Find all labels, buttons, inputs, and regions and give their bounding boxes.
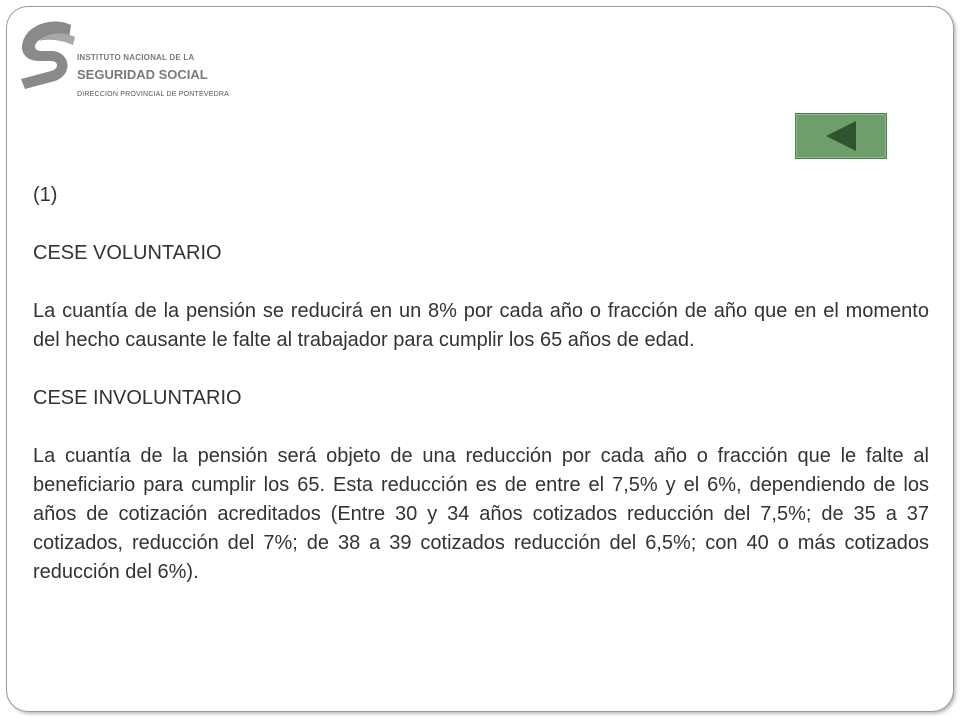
paragraph-cese-involuntario: La cuantía de la pensión será objeto de una reducción por cada año o fracción que le falte al beneficiario para cumplir los 65. Esta reducción es de entre el 7,5% y el 6%, dependiendo de los años de cotización acreditados (Entre 30 y 34 años cotizados reducción del 7,5%; de 35 a 37 cotizados, reducción del 7%; de 38 a 39 cotizados reducción del 6,5%; con 40 o más cotizados reducción del 6%). <box>33 445 929 583</box>
heading-cese-voluntario: CESE VOLUNTARIO <box>33 242 222 264</box>
triangle-left-icon <box>824 119 858 153</box>
slide <box>6 6 954 712</box>
back-button[interactable] <box>795 113 887 159</box>
heading-cese-involuntario: CESE INVOLUNTARIO <box>33 387 242 409</box>
footnote-marker: (1) <box>33 184 58 206</box>
logo-title-small: INSTITUTO NACIONAL DE LA <box>77 53 195 62</box>
main-content <box>33 181 929 616</box>
paragraph-cese-voluntario: La cuantía de la pensión se reducirá en un 8% por cada año o fracción de año que en el momento del hecho causante le falte al trabajador para cumplir los 65 años de edad. <box>33 300 929 351</box>
logo-title-main: SEGURIDAD SOCIAL <box>77 67 208 82</box>
inss-logo-icon <box>15 17 77 95</box>
logo-subtitle: DIRECCION PROVINCIAL DE PONTEVEDRA <box>77 91 230 98</box>
inss-logo <box>15 17 255 101</box>
